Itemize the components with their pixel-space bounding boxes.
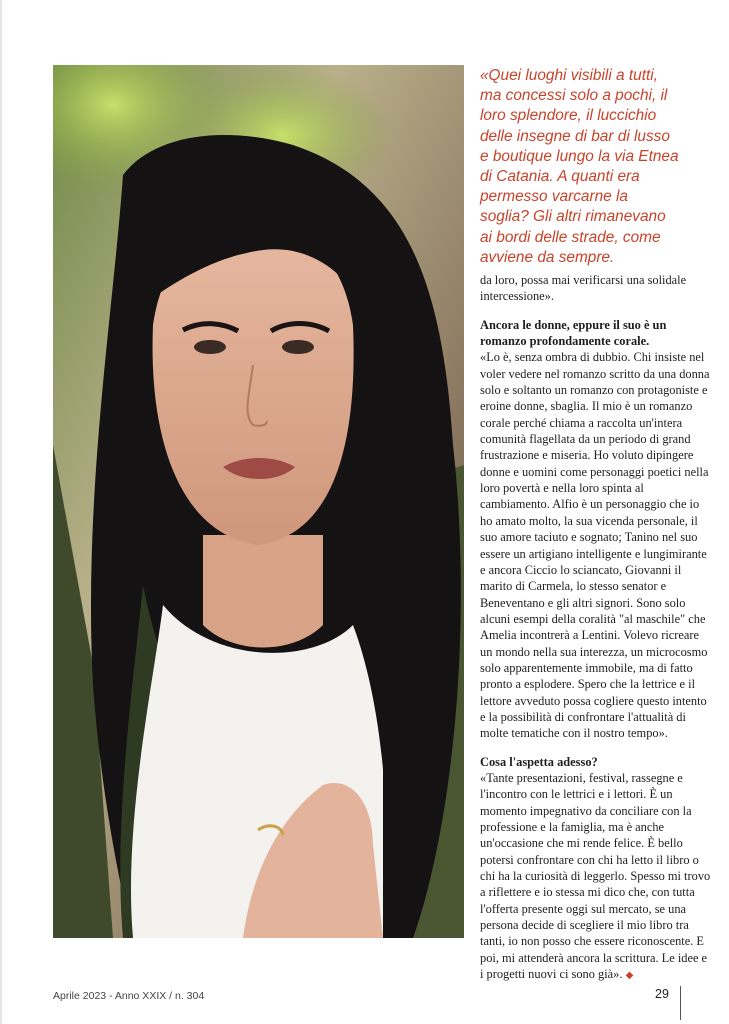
answer-1: «Lo è, senza ombra di dubbio. Chi insiste nel voler vedere nel romanzo scritto da una donna solo e soltanto un romanzo con protagoniste e eroine donne, sbaglia. Il mio è un romanzo corale perché chiama a raccolta un'intera comunità flagellata da un periodo di grand frustrazione e miseria. Ho voluto dipingere donne e uomini come personaggi poetici nella loro povertà e nella loro spinta al cambiamento. Alfio è un personaggio che io ho amato molto, la sua vicenda personale, il suo amore taciuto e sognato; Tanino nel suo essere un artigiano intelligente e lungimirante e ancora Ciccio lo sciancato, Giovanni il marito di Carmela, lo stesso senator e Beneventano e gli altri signori. Sono solo alcuni esempi della coralità "al maschile" che Amelia incontrerà a Lentini. Volevo ricreare un mondo nella sua interezza, un microcosmo solo apparentemente immobile, ma di fatto pronto a esplodere. Spero che la lettrice e il lettore avveduto possa cogliere questo intento e la possibilità di confrontare l'attualità di molte tematiche con il nostro tempo». [480, 350, 710, 741]
answer-2 [480, 770, 712, 984]
issue-info: Aprile 2023 - Anno XXIX / n. 304 [53, 990, 205, 1002]
intro-paragraph: da loro, possa mai verificarsi una solidale intercessione». [480, 273, 687, 304]
article-column [480, 272, 712, 984]
question-1: Ancora le donne, eppure il suo è un romanzo profondamente corale. [480, 317, 667, 349]
pull-quote: «Quei luoghi visibili a tutti, ma concessi solo a pochi, il loro splendore, il luccichio delle insegne di bar di lusso e boutique lungo la via Etnea di Catania. A quanti era permesso varcarne la soglia? Gli altri rimanevano ai bordi delle strade, come avviene da sempre. [480, 67, 679, 266]
end-mark-icon: ◆ [625, 970, 634, 982]
footer-divider [680, 986, 681, 1020]
portrait-photo [53, 65, 464, 938]
question-2: Cosa l'aspetta adesso? [480, 754, 598, 769]
answer-2-text: «Tante presentazioni, festival, rassegne e l'incontro con le lettrici e i lettori. È un momento impegnativo da conciliare con la professione e la famiglia, ma è anche un'occasione che mi rende felice. È bello potersi confrontare con chi ha letto il libro o chi ha la curiosità di leggerlo. Spesso mi trovo a riflettere e io stessa mi dico che, con tutta l'offerta presente oggi sul mercato, se una persona decide di scegliere il mio libro tra tanti, io non posso che essere riconoscente. E poi, mi attenderà ancora la scrittura. Le idee e i progetti nuovi ci sono già». [480, 770, 711, 982]
page-edge [0, 0, 2, 1024]
page-number: 29 [655, 987, 669, 1001]
